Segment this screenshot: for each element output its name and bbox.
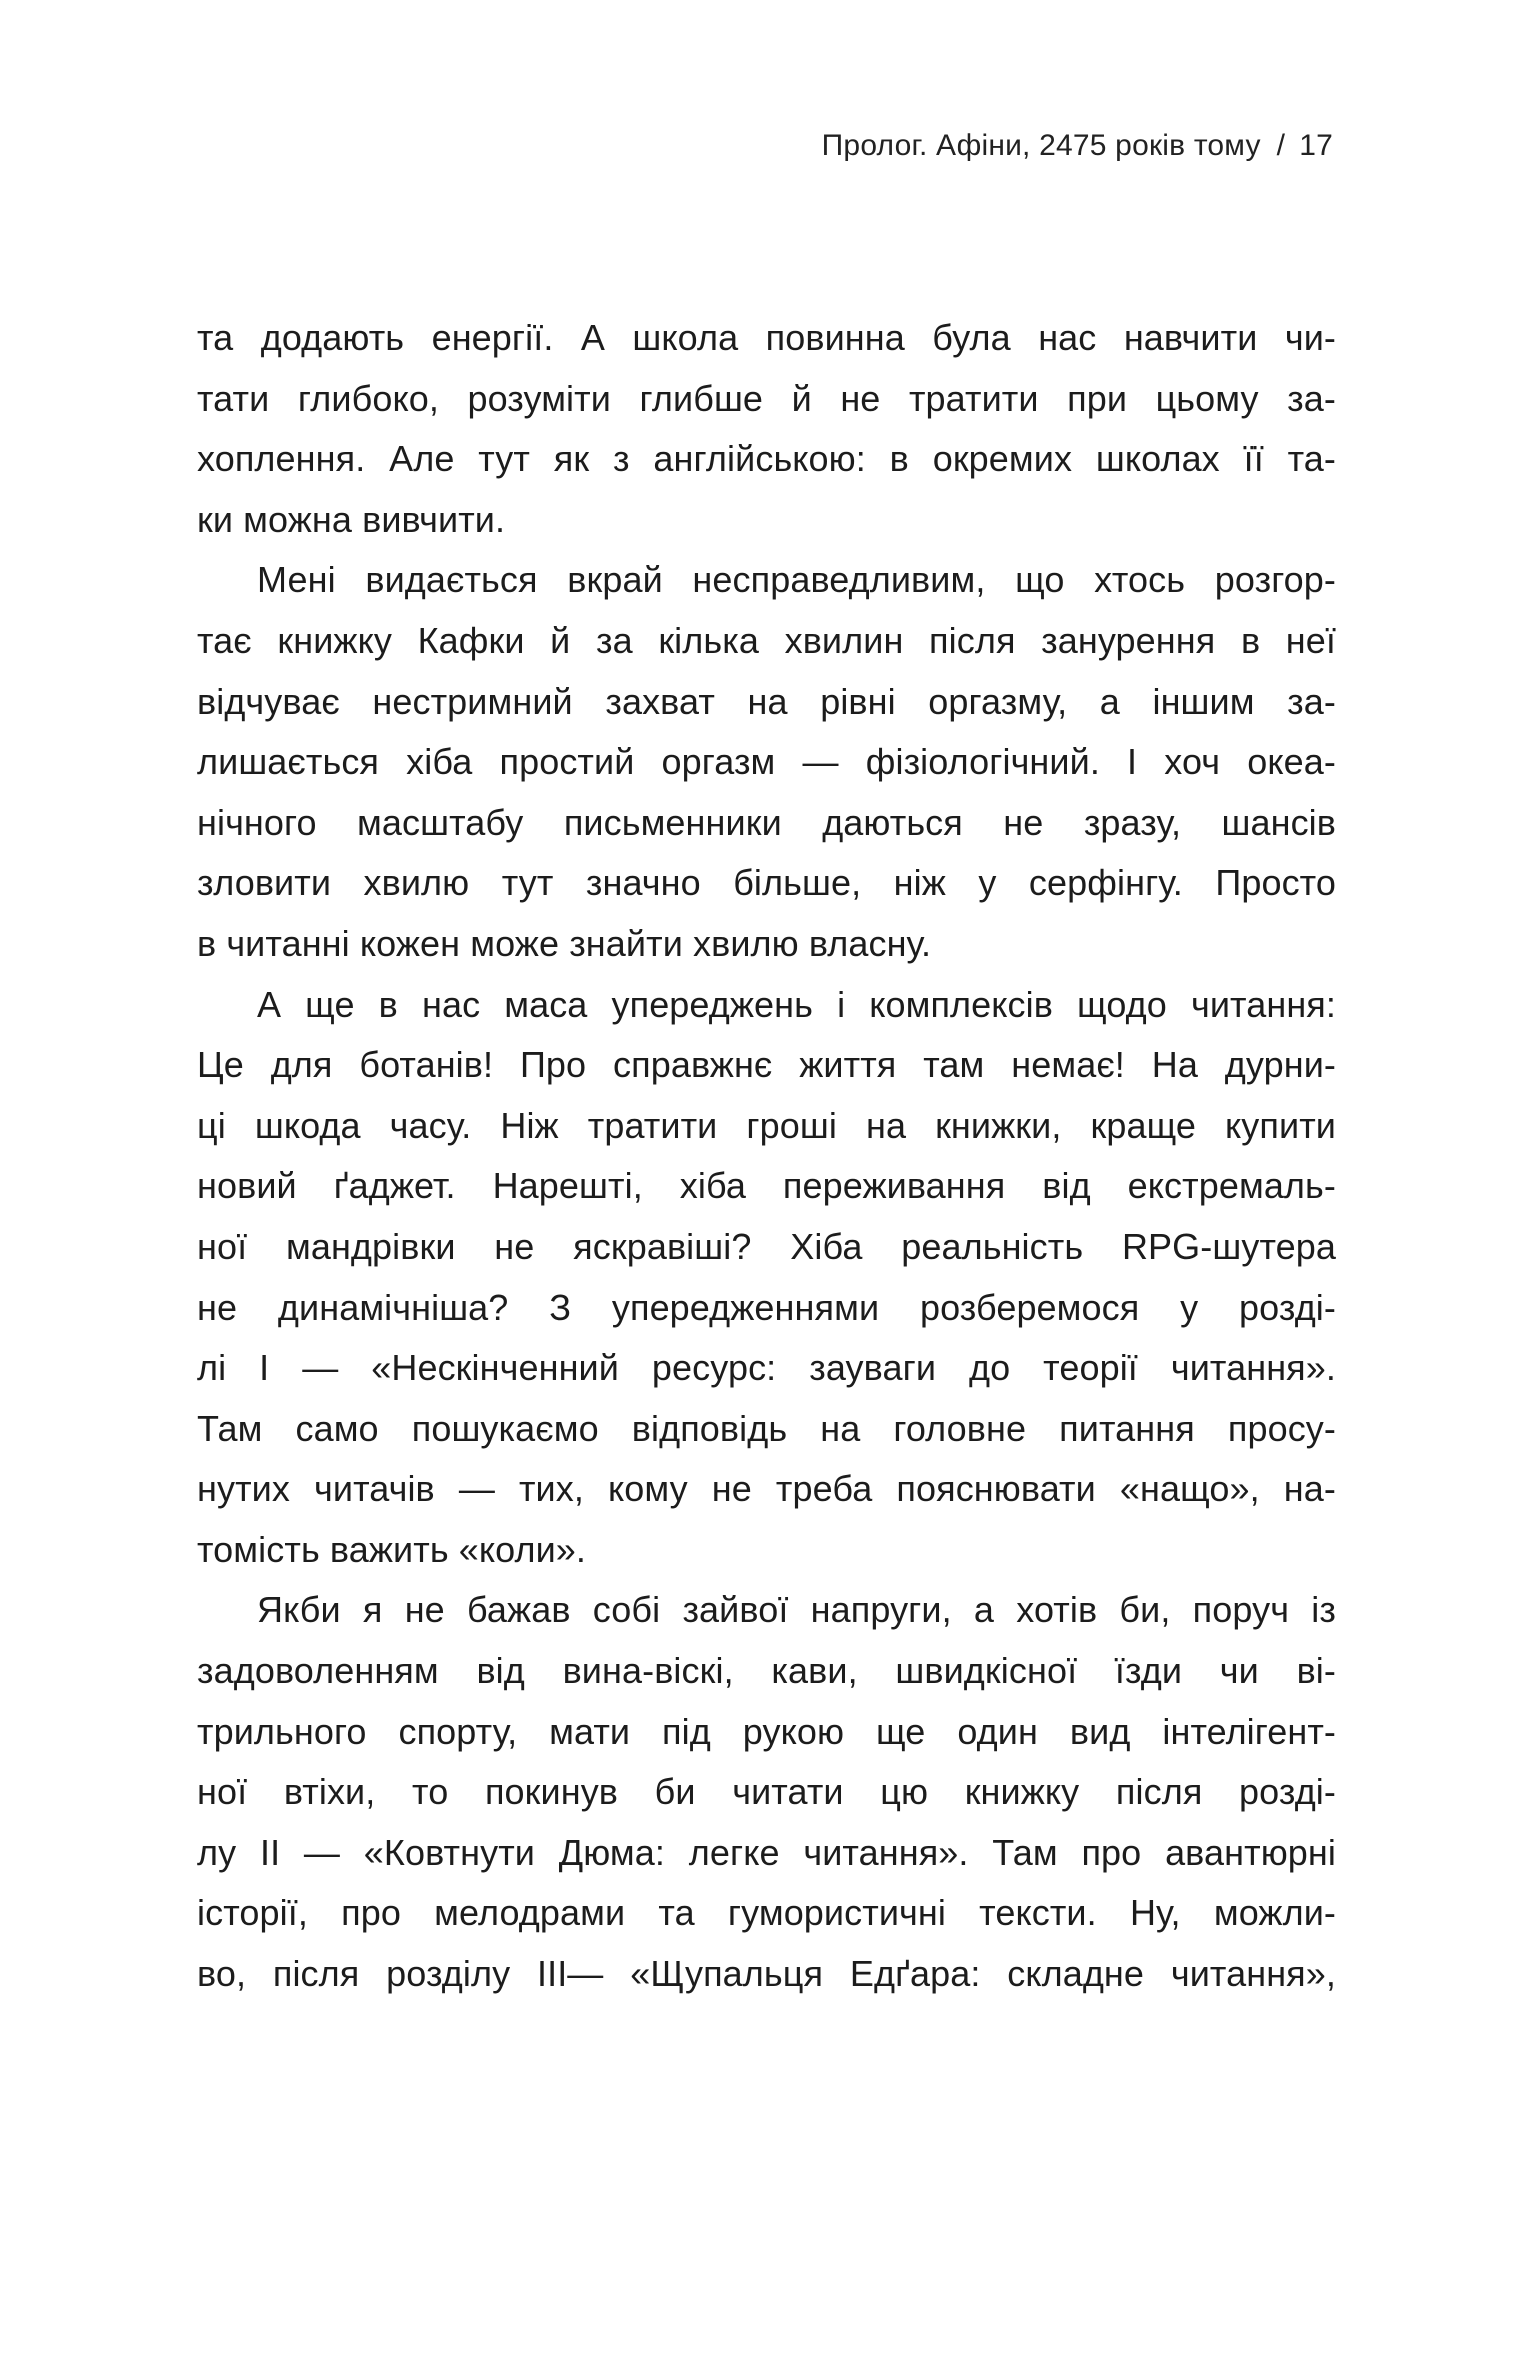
page-number: 17 (1299, 129, 1333, 162)
text-line: нутих читачів — тих, кому не треба пояснювати «нащо», на- (197, 1468, 1336, 1510)
text-line: відчуває нестримний захват на рівні оргазму, а іншим за- (197, 680, 1336, 722)
text-line: ної втіхи, то покинув би читати цю книжку після розді- (197, 1771, 1336, 1813)
page-body-text (197, 308, 1336, 2005)
text-line: в читанні кожен може знайти хвилю власну. (197, 922, 932, 964)
text-line: лу ІІ — «Ковтнути Дюма: легке читання». Там про авантюрні (197, 1831, 1336, 1873)
text-line: ки можна вивчити. (197, 498, 506, 540)
text-line: задоволенням від вина-віскі, кави, швидкісної їзди чи ві- (197, 1650, 1336, 1692)
running-header (822, 126, 1333, 166)
text-line: нічного масштабу письменники даються не зразу, шансів (197, 801, 1336, 843)
text-line: та додають енергії. А школа повинна була нас навчити чи- (197, 317, 1336, 358)
text-line: Це для ботанів! Про справжнє життя там немає! На дурни- (197, 1044, 1336, 1086)
text-line: трильного спорту, мати під рукою ще один вид інтелігент- (197, 1710, 1336, 1752)
text-line: тати глибоко, розуміти глибше й не тратити при цьому за- (197, 377, 1336, 419)
text-line: ної мандрівки не яскравіші? Хіба реальність RPG-шутера (197, 1225, 1336, 1267)
text-line: хоплення. Але тут як з англійською: в окремих школах її та- (197, 438, 1336, 480)
text-line: тає книжку Кафки й за кілька хвилин після занурення в неї (197, 619, 1336, 661)
text-line: лі І — «Нескінченний ресурс: зауваги до теорії читання». (197, 1347, 1336, 1389)
running-title: Пролог. Афіни, 2475 років тому (821, 129, 1261, 162)
text-line: Якби я не бажав собі зайвої напруги, а хотів би, поруч із (257, 1589, 1336, 1631)
text-line: лишається хіба простий оргазм — фізіологічний. І хоч океа- (197, 741, 1336, 783)
text-line: Мені видається вкрай несправедливим, що хтось розгор- (257, 559, 1336, 601)
text-line: історії, про мелодрами та гумористичні тексти. Ну, можли- (197, 1892, 1336, 1934)
text-line: Там само пошукаємо відповідь на головне питання просу- (197, 1407, 1336, 1449)
text-line: во, після розділу ІІІ— «Щупальця Едґара: складне читання», (197, 1953, 1336, 1995)
text-line: ці шкода часу. Ніж тратити гроші на книжки, краще купити (197, 1104, 1336, 1146)
text-line: зловити хвилю тут значно більше, ніж у серфінгу. Просто (197, 862, 1336, 904)
header-separator: / (1276, 129, 1286, 162)
text-line: не динамічніша? З упередженнями розберемося у розді- (197, 1286, 1336, 1328)
text-line: новий ґаджет. Нарешті, хіба переживання від екстремаль- (197, 1165, 1336, 1207)
text-line: А ще в нас маса упереджень і комплексів щодо читання: (257, 983, 1336, 1025)
text-line: томість важить «коли». (197, 1528, 587, 1570)
